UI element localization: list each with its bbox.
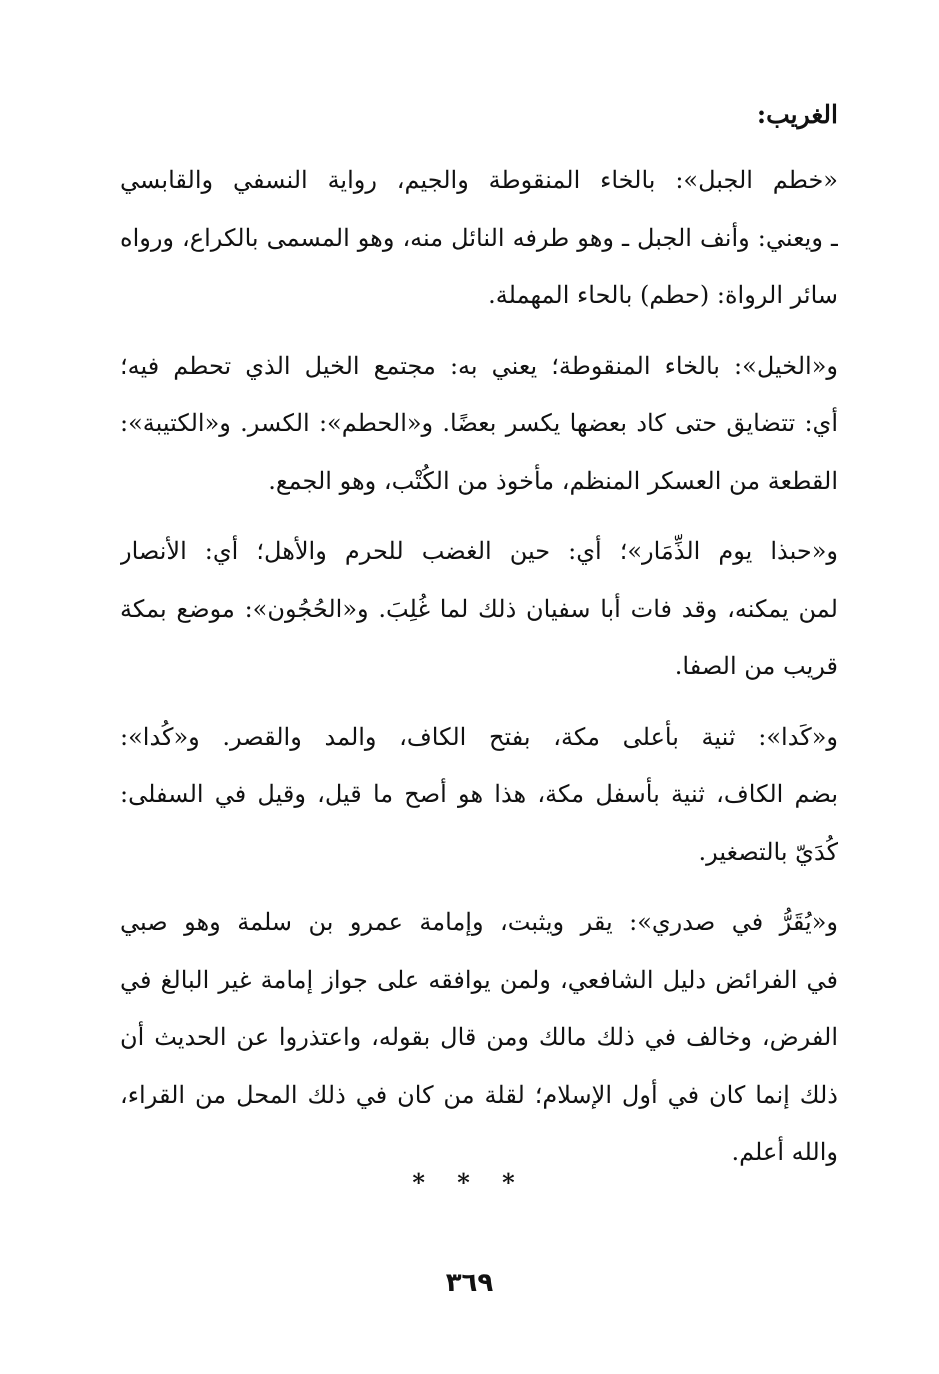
paragraph-kada	[120, 709, 838, 882]
paragraph-khail	[120, 338, 838, 511]
text-line: القطعة من العسكر المنظم، مأخوذ من الكُتْب، وهو الجمع.	[268, 466, 838, 495]
text-line: ذلك إنما كان في أول الإسلام؛ لقلة من كان في ذلك المحل من القراء،	[120, 1080, 838, 1109]
page-body	[120, 90, 838, 1195]
paragraph-dhimar	[120, 523, 838, 696]
text-line: في الفرائض دليل الشافعي، ولمن يوافقه على جواز إمامة غير البالغ في	[120, 965, 838, 994]
text-line: «خطم الجبل»: بالخاء المنقوطة والجيم، رواية النسفي والقابسي	[120, 166, 838, 194]
page-number: ٣٦٩	[445, 1268, 494, 1298]
text-line: سائر الرواة: (حطم) بالحاء المهملة.	[488, 281, 838, 309]
text-line: أي: تتضايق حتى كاد بعضها يكسر بعضًا. و«الحطم»: الكسر. و«الكتيبة»:	[120, 409, 838, 437]
text-line: و«الخيل»: بالخاء المنقوطة؛ يعني به: مجتمع الخيل الذي تحطم فيه؛	[120, 351, 838, 380]
text-line: ـ ويعني: وأنف الجبل ـ وهو طرفه النائل منه، وهو المسمى بالكراع، ورواه	[120, 223, 838, 252]
text-line: والله أعلم.	[731, 1138, 838, 1166]
text-line: قريب من الصفا.	[674, 652, 838, 680]
paragraph-yuqarr	[120, 894, 838, 1182]
section-separator: * * *	[412, 1168, 527, 1197]
text-line: الفرض، وخالف في ذلك مالك ومن قال بقوله، واعتذروا عن الحديث أن	[120, 1023, 838, 1051]
text-line: لمن يمكنه، وقد فات أبا سفيان ذلك لما غُلِبَ. و«الحُجُون»: موضع بمكة	[120, 594, 838, 623]
paragraph-khatm	[120, 152, 838, 325]
text-line: بضم الكاف، ثنية بأسفل مكة، هذا هو أصح ما قيل، وقيل في السفلى:	[120, 780, 838, 808]
text-line: و«كَدا»: ثنية بأعلى مكة، بفتح الكاف، والمد والقصر. و«كُدا»:	[120, 722, 838, 751]
text-line: و«حبذا يوم الذِّمَار»؛ أي: حين الغضب للحرم والأهل؛ أي: الأنصار	[120, 537, 838, 565]
section-heading: الغريب:	[756, 100, 838, 129]
text-line: كُدَيّ بالتصغير.	[698, 837, 838, 866]
text-line: و«يُقَرُّ في صدري»: يقر ويثبت، وإمامة عمرو بن سلمة وهو صبي	[120, 908, 838, 936]
